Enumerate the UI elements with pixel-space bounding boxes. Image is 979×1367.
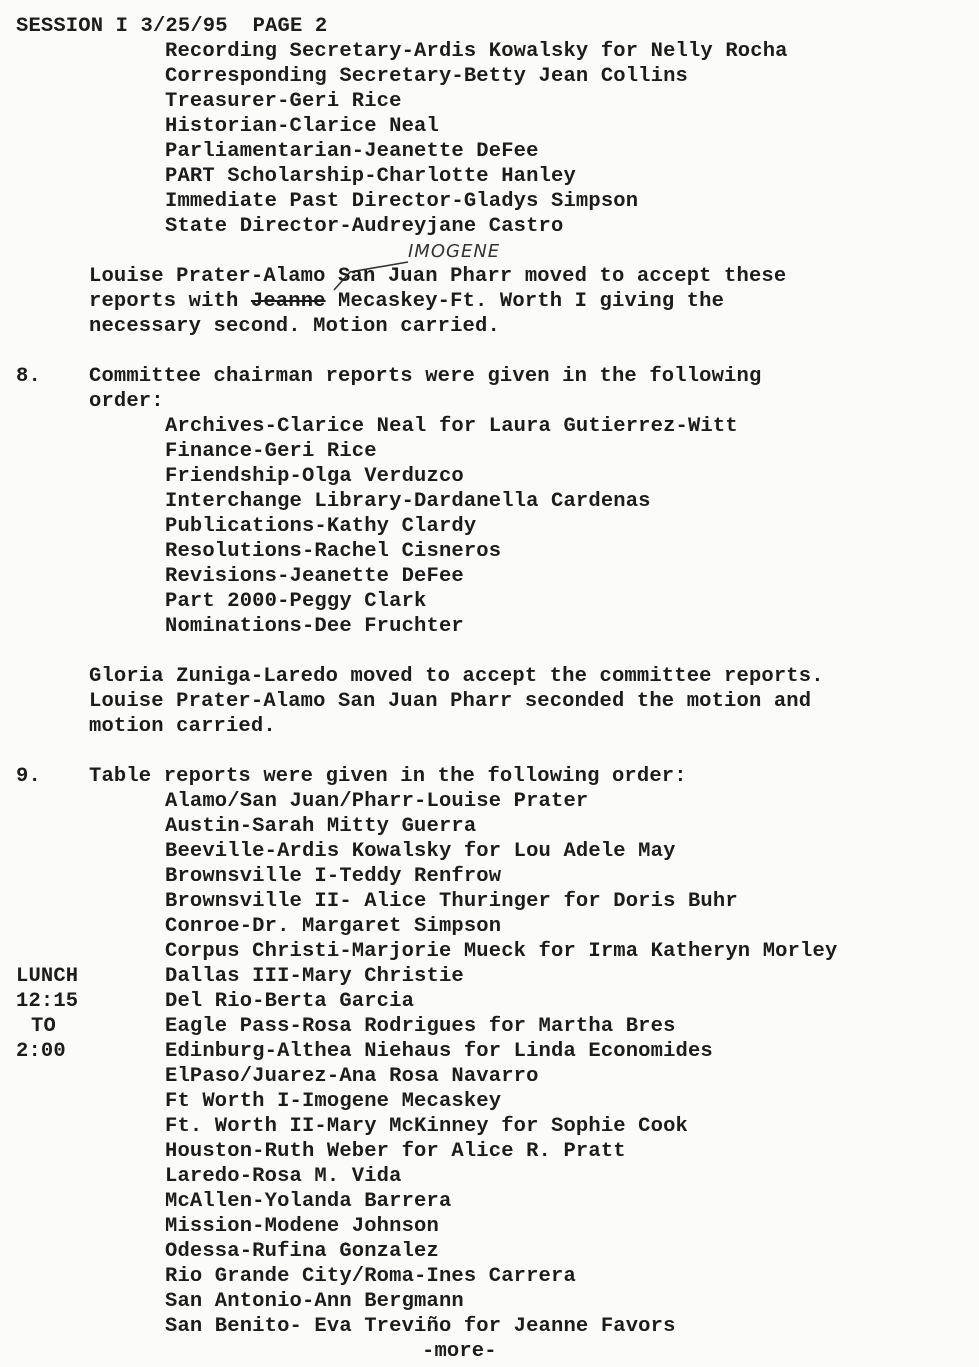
officer-line: Immediate Past Director-Gladys Simpson bbox=[165, 190, 639, 213]
motion1-line: reports with Jeanne Mecaskey-Ft. Worth I giving the bbox=[89, 290, 725, 313]
table-report: Brownsville I-Teddy Renfrow bbox=[165, 865, 502, 888]
table-report: Del Rio-Berta Garcia bbox=[165, 990, 415, 1013]
lunch-note: 2:00 bbox=[16, 1040, 66, 1063]
table-report: ElPaso/Juarez-Ana Rosa Navarro bbox=[165, 1065, 539, 1088]
motion1-line: Louise Prater-Alamo San Juan Pharr moved to accept these bbox=[89, 265, 787, 288]
lunch-note: TO bbox=[31, 1015, 56, 1038]
committee-report: Archives-Clarice Neal for Laura Gutierrez-Witt bbox=[165, 415, 738, 438]
officer-line: PART Scholarship-Charlotte Hanley bbox=[165, 165, 576, 188]
committee-report: Revisions-Jeanette DeFee bbox=[165, 565, 464, 588]
table-report: McAllen-Yolanda Barrera bbox=[165, 1190, 452, 1213]
table-report: San Benito- Eva Treviño for Jeanne Favors bbox=[165, 1315, 676, 1338]
item-number: 9. bbox=[16, 765, 41, 788]
table-report: Beeville-Ardis Kowalsky for Lou Adele May bbox=[165, 840, 676, 863]
officer-line: Corresponding Secretary-Betty Jean Collins bbox=[165, 65, 688, 88]
item9-text: Table reports were given in the following order: bbox=[89, 765, 687, 788]
table-report: Corpus Christi-Marjorie Mueck for Irma Katheryn Morley bbox=[165, 940, 838, 963]
table-report: Austin-Sarah Mitty Guerra bbox=[165, 815, 477, 838]
motion2-line: Louise Prater-Alamo San Juan Pharr seconded the motion and bbox=[89, 690, 812, 713]
handwritten-correction: IMOGENE bbox=[408, 241, 501, 262]
committee-report: Resolutions-Rachel Cisneros bbox=[165, 540, 502, 563]
committee-report: Interchange Library-Dardanella Cardenas bbox=[165, 490, 651, 513]
table-report: Ft Worth I-Imogene Mecaskey bbox=[165, 1090, 502, 1113]
officer-line: Historian-Clarice Neal bbox=[165, 115, 439, 138]
struck-word: Jeanne bbox=[250, 290, 326, 313]
table-report: Houston-Ruth Weber for Alice R. Pratt bbox=[165, 1140, 626, 1163]
committee-report: Part 2000-Peggy Clark bbox=[165, 590, 427, 613]
officer-line: Recording Secretary-Ardis Kowalsky for Nelly Rocha bbox=[165, 40, 788, 63]
item8-text: Committee chairman reports were given in the following bbox=[89, 365, 762, 388]
table-report: Eagle Pass-Rosa Rodrigues for Martha Bres bbox=[165, 1015, 676, 1038]
item8-text: order: bbox=[89, 390, 164, 413]
committee-report: Nominations-Dee Fruchter bbox=[165, 615, 464, 638]
table-report: Mission-Modene Johnson bbox=[165, 1215, 439, 1238]
table-report: San Antonio-Ann Bergmann bbox=[165, 1290, 464, 1313]
table-report: Conroe-Dr. Margaret Simpson bbox=[165, 915, 502, 938]
table-report: Rio Grande City/Roma-Ines Carrera bbox=[165, 1265, 576, 1288]
table-report: Edinburg-Althea Niehaus for Linda Economides bbox=[165, 1040, 713, 1063]
lunch-note: 12:15 bbox=[16, 990, 79, 1013]
table-report: Dallas III-Mary Christie bbox=[165, 965, 464, 988]
page-header: SESSION I 3/25/95 PAGE 2 bbox=[16, 15, 328, 38]
motion2-line: Gloria Zuniga-Laredo moved to accept the committee reports. bbox=[89, 665, 824, 688]
lunch-note: LUNCH bbox=[16, 965, 79, 988]
committee-report: Finance-Geri Rice bbox=[165, 440, 377, 463]
officer-line: Parliamentarian-Jeanette DeFee bbox=[165, 140, 539, 163]
officer-line: Treasurer-Geri Rice bbox=[165, 90, 402, 113]
officer-line: State Director-Audreyjane Castro bbox=[165, 215, 564, 238]
table-report: Odessa-Rufina Gonzalez bbox=[165, 1240, 439, 1263]
item-number: 8. bbox=[16, 365, 41, 388]
committee-report: Publications-Kathy Clardy bbox=[165, 515, 477, 538]
table-report: Laredo-Rosa M. Vida bbox=[165, 1165, 402, 1188]
motion1-line: necessary second. Motion carried. bbox=[89, 315, 500, 338]
committee-report: Friendship-Olga Verduzco bbox=[165, 465, 464, 488]
table-report: Ft. Worth II-Mary McKinney for Sophie Cook bbox=[165, 1115, 688, 1138]
page-footer-more: -more- bbox=[422, 1340, 497, 1363]
table-report: Alamo/San Juan/Pharr-Louise Prater bbox=[165, 790, 589, 813]
motion2-line: motion carried. bbox=[89, 715, 276, 738]
table-report: Brownsville II- Alice Thuringer for Doris Buhr bbox=[165, 890, 738, 913]
